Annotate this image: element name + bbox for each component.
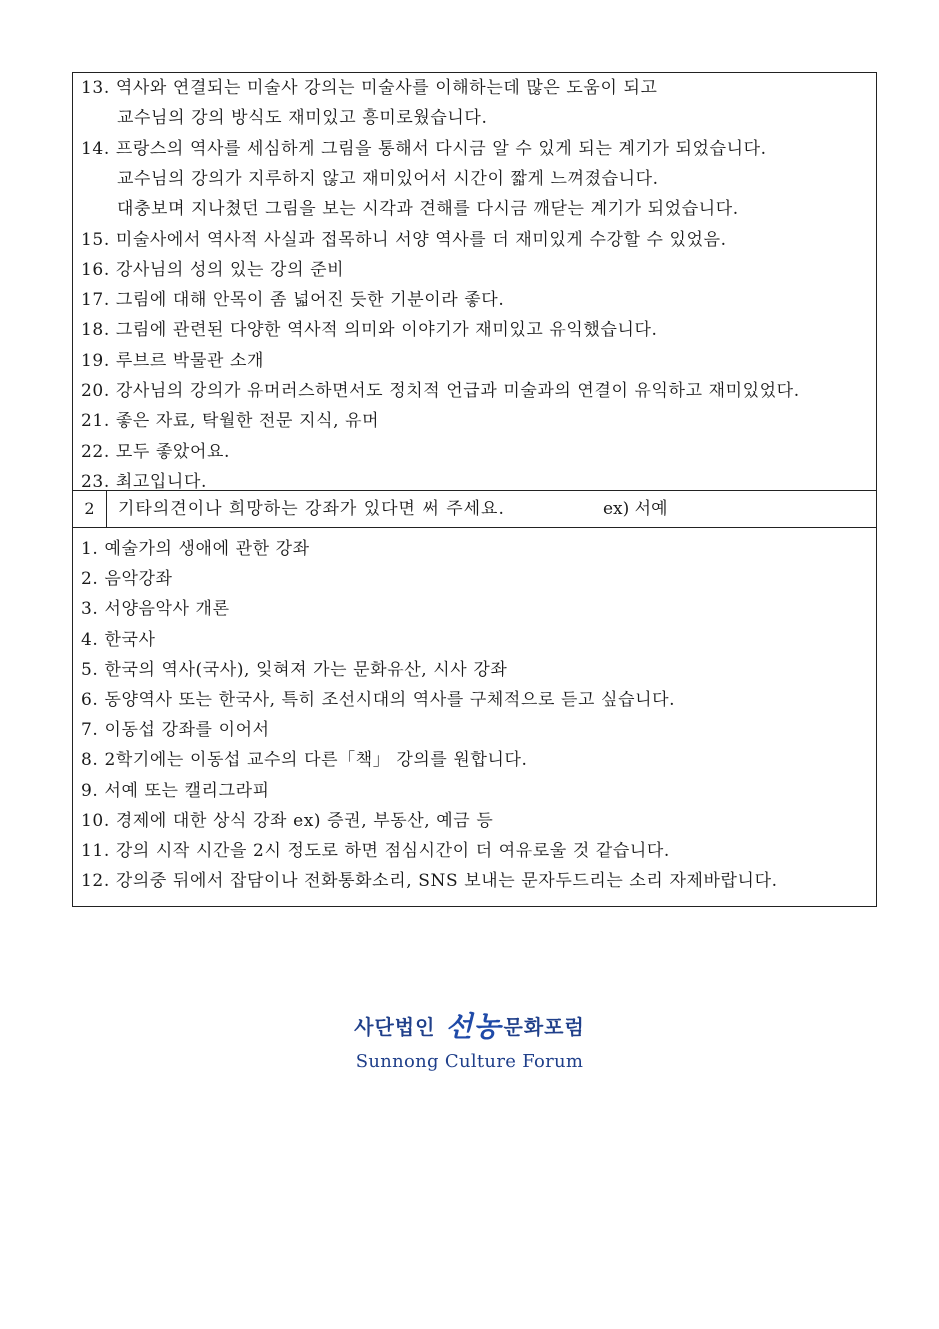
item-number: 19. [81,350,110,371]
item-text: 서예 또는 캘리그라피 [104,780,270,801]
comment-item [81,346,264,376]
request-item [81,534,310,564]
item-text: 한국사 [104,629,156,650]
comment-item [81,437,230,467]
item-text: 이동섭 강좌를 이어서 [104,720,270,741]
request-item [81,806,493,836]
item-number: 7. [81,720,99,741]
item-text: 예술가의 생애에 관한 강좌 [104,539,310,559]
item-number: 12. [81,871,110,892]
logo-english: Sunnong Culture Forum [355,1051,584,1072]
item-text: 모두 좋았어요. [115,441,230,462]
item-text: 그림에 대해 안목이 좀 넓어진 듯한 기분이라 좋다. [115,290,505,311]
question-text: 기타의견이나 희망하는 강좌가 있다면 써 주세요. [118,499,505,519]
item-text: 미술사에서 역사적 사실과 접목하니 서양 역사를 더 재미있게 수강할 수 있었음. [115,229,727,250]
item-number: 18. [81,320,110,341]
logo-suffix: 문화포럼 [503,1015,585,1039]
item-text: 역사와 연결되는 미술사 강의는 미술사를 이해하는데 많은 도움이 되고 [115,78,658,98]
request-item [81,655,507,685]
item-number: 8. [81,750,99,771]
logo-prefix: 사단법인 [354,1015,436,1039]
item-text: 강의 시작 시간을 2시 정도로 하면 점심시간이 더 여유로울 것 같습니다. [115,841,670,861]
comment-item [81,406,379,436]
item-number: 2. [81,569,99,590]
item-number: 10. [81,810,110,831]
item-text: 루브르 박물관 소개 [115,350,265,371]
item-text: 강사님의 성의 있는 강의 준비 [115,259,345,280]
item-number: 14. [81,138,110,159]
comment-item [81,315,658,345]
comment-item-continuation [117,194,739,224]
request-item [81,745,528,775]
request-item [81,625,156,655]
item-text: 대충보며 지나쳤던 그림을 보는 시각과 견해를 다시금 깨닫는 계기가 되었습니다. [117,199,739,220]
item-number: 23. [81,471,110,492]
requests-section [73,528,876,906]
comment-item [81,225,727,255]
comment-item [81,376,800,406]
comment-item [81,285,504,315]
item-text: 교수님의 강의가 지루하지 않고 재미있어서 시간이 짧게 느껴졌습니다. [117,168,659,189]
organization-logo [0,1005,939,1072]
logo-korean [0,1005,939,1045]
feedback-table [72,72,877,907]
item-text: 좋은 자료, 탁월한 전문 지식, 유머 [115,411,380,432]
request-item [81,836,670,866]
item-number: 1. [81,539,99,559]
item-number: 20. [81,381,110,401]
item-text: 동양역사 또는 한국사, 특히 조선시대의 역사를 구체적으로 듣고 싶습니다. [104,690,676,710]
item-text: 교수님의 강의 방식도 재미있고 흥미로웠습니다. [117,108,488,129]
item-number: 21. [81,411,110,432]
question-row [73,490,876,528]
item-text: 강의중 뒤에서 잡담이나 전화통화소리, SNS 보내는 문자두드리는 소리 자제바랍니다. [115,871,778,892]
item-text: 음악강좌 [104,569,173,590]
request-item [81,866,778,896]
request-item [81,564,173,594]
question-example: ex) 서예 [603,499,668,519]
comment-item [81,134,767,164]
item-text: 2학기에는 이동섭 교수의 다른「책」 강의를 원합니다. [104,750,528,771]
comment-item-continuation [117,164,659,194]
request-item [81,715,270,745]
request-item [81,594,230,624]
comment-item-continuation [117,103,487,133]
comment-item [81,73,658,103]
comments-section [73,73,876,490]
item-text: 프랑스의 역사를 세심하게 그림을 통해서 다시금 알 수 있게 되는 계기가 되었습니다. [115,138,767,159]
item-text: 그림에 관련된 다양한 역사적 의미와 이야기가 재미있고 유익했습니다. [115,320,658,341]
item-number: 16. [81,259,110,280]
request-item [81,685,675,715]
item-text: 최고입니다. [115,471,207,492]
item-number: 6. [81,690,99,710]
item-text: 서양음악사 개론 [104,599,230,620]
item-number: 11. [81,841,110,861]
item-number: 17. [81,290,110,311]
item-number: 22. [81,441,110,462]
logo-brand: 선농 [445,1010,502,1043]
item-number: 4. [81,629,99,650]
item-number: 3. [81,599,99,620]
item-number: 13. [81,78,110,98]
request-item [81,776,270,806]
item-text: 경제에 대한 상식 강좌 ex) 증권, 부동산, 예금 등 [115,810,494,831]
item-number: 15. [81,229,110,250]
item-number: 9. [81,780,99,801]
item-text: 강사님의 강의가 유머러스하면서도 정치적 언급과 미술과의 연결이 유익하고 재미있었다. [115,381,800,401]
comment-item [81,255,344,285]
question-number: 2 [73,491,107,527]
item-text: 한국의 역사(국사), 잊혀져 가는 문화유산, 시사 강좌 [104,659,508,680]
item-number: 5. [81,659,99,680]
